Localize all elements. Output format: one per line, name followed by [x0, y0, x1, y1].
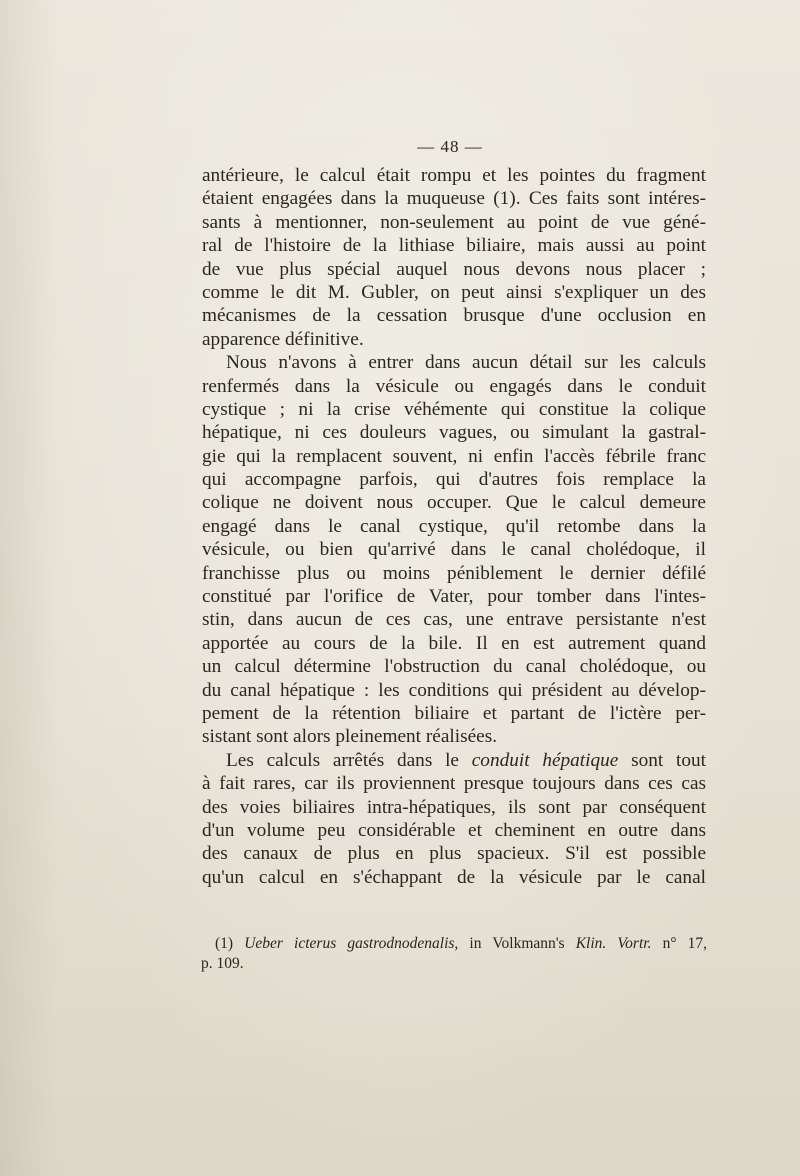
text-line: qui accompagne parfois, qui d'autres fois remplace la — [202, 469, 706, 491]
footnote-line — [201, 934, 707, 954]
body-text — [202, 164, 706, 889]
text-line: antérieure, le calcul était rompu et les pointes du fragment — [202, 165, 706, 186]
text-line: gie qui la remplacent souvent, ni enfin l'accès fébrile franc — [202, 445, 706, 467]
text-line: vésicule, ou bien qu'arrivé dans le canal cholédoque, il — [202, 539, 706, 561]
text-line: apparence définitive. — [202, 328, 364, 350]
footnote-title: Ueber icterus gastrodnodenalis, — [244, 935, 459, 952]
text-line: qu'un calcul en s'échappant de la vésicule par le canal — [202, 866, 706, 888]
text-span: sont tout — [618, 749, 707, 771]
footnote-text: n° 17, — [651, 935, 708, 952]
text-line: pement de la rétention biliaire et partant de l'ictère per- — [202, 702, 706, 724]
italic-term: conduit hépatique — [471, 749, 619, 771]
paragraph-3 — [202, 749, 706, 889]
text-line: apportée au cours de la bile. Il en est autrement quand — [202, 632, 706, 654]
text-line: de vue plus spécial auquel nous devons nous placer ; — [202, 258, 706, 280]
text-line: ral de l'histoire de la lithiase biliaire, mais aussi au point — [202, 235, 706, 257]
footnote — [201, 934, 707, 974]
text-line: un calcul détermine l'obstruction du canal cholédoque, ou — [202, 656, 706, 678]
text-line: colique ne doivent nous occuper. Que le calcul demeure — [202, 492, 706, 514]
text-line: sistant sont alors pleinement réalisées. — [202, 726, 498, 748]
footnote-journal: Klin. Vortr. — [575, 935, 652, 952]
text-line-with-italic — [202, 749, 706, 772]
text-line: constitué par l'orifice de Vater, pour tomber dans l'intes- — [202, 586, 706, 608]
footnote-number: (1) — [215, 935, 234, 952]
text-line: sants à mentionner, non-seulement au point de vue géné- — [202, 211, 706, 233]
text-line: renfermés dans la vésicule ou engagés dans le conduit — [202, 375, 706, 397]
text-line: mécanismes de la cessation brusque d'une occlusion en — [202, 305, 706, 327]
text-line: étaient engagées dans la muqueuse (1). Ces faits sont intéres- — [202, 188, 706, 210]
text-line: du canal hépatique : les conditions qui président au dévelop- — [202, 679, 706, 701]
text-line: franchisse plus ou moins péniblement le dernier défilé — [202, 562, 706, 584]
text-line: comme le dit M. Gubler, on peut ainsi s'expliquer un des — [202, 281, 706, 303]
text-line: hépatique, ni ces douleurs vagues, ou simulant la gastral- — [202, 422, 706, 444]
text-line: d'un volume peu considérable et cheminent en outre dans — [202, 819, 706, 841]
text-line: stin, dans aucun de ces cas, une entrave persistante n'est — [202, 609, 706, 631]
text-line: engagé dans le canal cystique, qu'il retombe dans la — [202, 515, 706, 537]
paragraph-2 — [202, 351, 706, 749]
paragraph-1 — [202, 164, 706, 351]
text-span: Les calculs arrêtés dans le — [226, 749, 472, 771]
footnote-text: in Volkmann's — [458, 935, 576, 952]
text-line: des canaux de plus en plus spacieux. S'il est possible — [202, 843, 706, 865]
text-line: Nous n'avons à entrer dans aucun détail sur les calculs — [226, 352, 706, 374]
text-line: à fait rares, car ils proviennent presque toujours dans ces cas — [202, 773, 706, 795]
text-line: des voies biliaires intra-hépatiques, ils sont par conséquent — [202, 796, 706, 818]
text-line: cystique ; ni la crise véhémente qui constitue la colique — [202, 398, 706, 420]
footnote-line: p. 109. — [201, 955, 244, 972]
page-number: — 48 — — [417, 137, 483, 156]
